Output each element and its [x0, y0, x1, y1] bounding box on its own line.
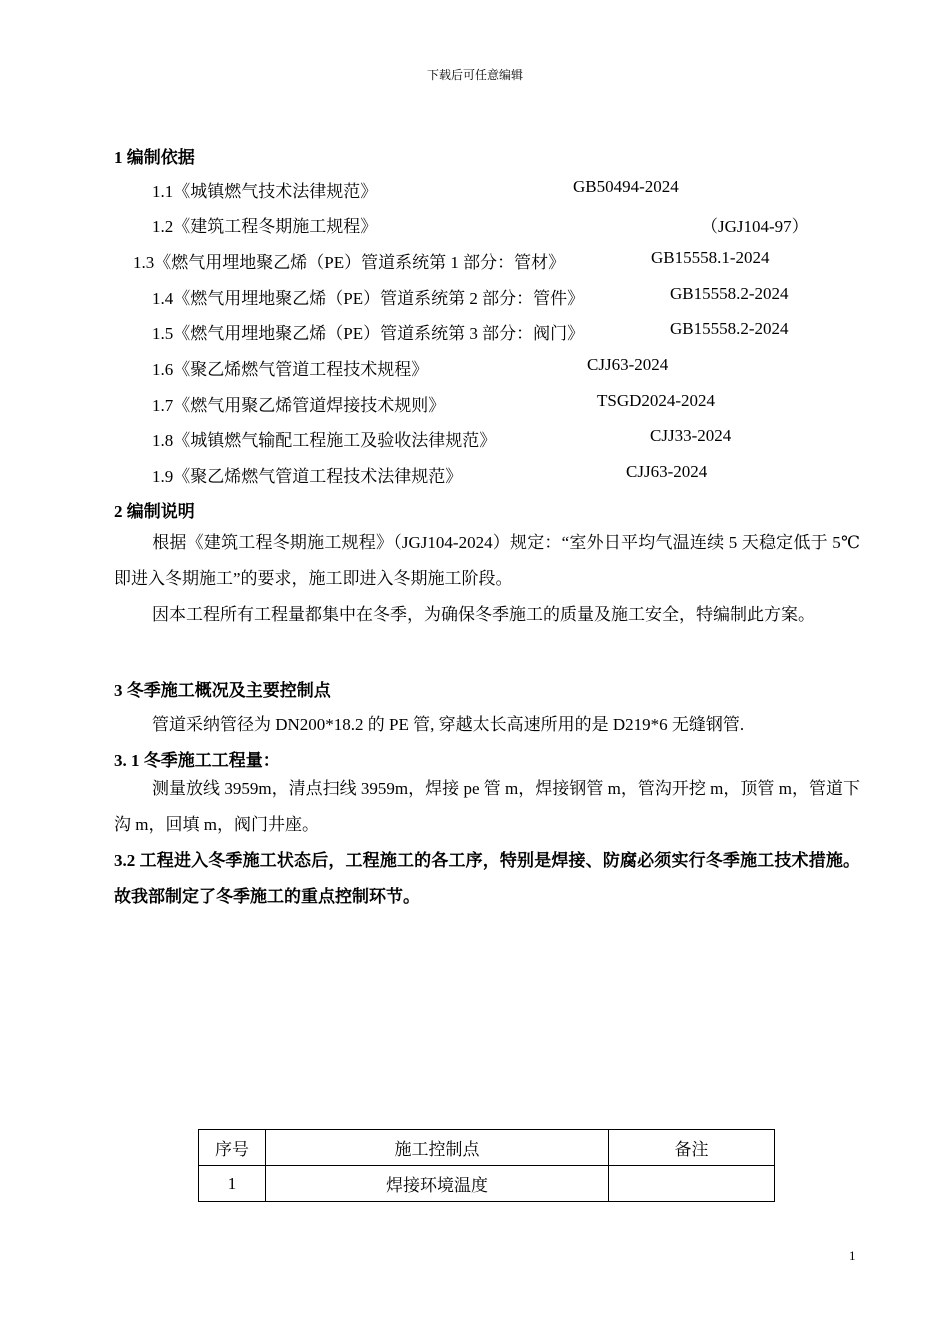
- section-2-paragraph-1: [114, 525, 860, 597]
- table-header-row: [199, 1130, 775, 1166]
- table-row: [199, 1166, 775, 1202]
- table-cell-control-point: 焊接环境温度: [266, 1166, 609, 1202]
- ref-7-code: TSGD2024-2024: [597, 391, 716, 410]
- section-1-title: 1 编制依据: [114, 148, 195, 167]
- table-header-index: 序号: [199, 1130, 266, 1166]
- table-header-remark: 备注: [609, 1130, 775, 1166]
- ref-1-name: 1.1《城镇燃气技术法律规范》: [152, 182, 378, 201]
- ref-4-name: 1.4《燃气用埋地聚乙烯（PE）管道系统第 2 部分：管件》: [152, 289, 585, 308]
- ref-3-name: 1.3《燃气用埋地聚乙烯（PE）管道系统第 1 部分：管材》: [133, 253, 566, 272]
- ref-3-code: GB15558.1-2024: [651, 248, 770, 267]
- ref-8-code: CJJ33-2024: [650, 426, 732, 445]
- ref-9-code: CJJ63-2024: [626, 462, 708, 481]
- ref-5-code: GB15558.2-2024: [670, 319, 789, 338]
- ref-1-code: GB50494-2024: [573, 177, 679, 196]
- table-cell-remark: [609, 1166, 775, 1202]
- section-2-title: 2 编制说明: [114, 502, 195, 521]
- ref-6-name: 1.6《聚乙烯燃气管道工程技术规程》: [152, 360, 429, 379]
- ref-4-code: GB15558.2-2024: [670, 284, 789, 303]
- table-cell-index: 1: [199, 1166, 266, 1202]
- section-3-title: 3 冬季施工概况及主要控制点: [114, 681, 331, 700]
- ref-7-name: 1.7《燃气用聚乙烯管道焊接技术规则》: [152, 396, 446, 415]
- page-number: 1: [849, 1248, 856, 1263]
- ref-8-name: 1.8《城镇燃气输配工程施工及验收法律规范》: [152, 431, 497, 450]
- page-header: 下载后可任意编辑: [426, 68, 523, 82]
- section-2-p1-text: 根据《建筑工程冬期施工规程》（JGJ104-2024）规定：“室外日平均气温连续 5 天稳定低于 5℃即进入冬期施工”的要求，施工即进入冬期施工阶段。: [114, 533, 860, 588]
- subsection-3-1-title: 3. 1 冬季施工工程量：: [114, 751, 280, 770]
- ref-5-name: 1.5《燃气用埋地聚乙烯（PE）管道系统第 3 部分：阀门》: [152, 324, 585, 343]
- subsection-3-1-text: [114, 771, 860, 843]
- table-header-control-point: 施工控制点: [266, 1130, 609, 1166]
- ref-6-code: CJJ63-2024: [587, 355, 669, 374]
- ref-9-name: 1.9《聚乙烯燃气管道工程技术法律规范》: [152, 467, 463, 486]
- subsection-3-1-body: 测量放线 3959m，清点扫线 3959m，焊接 pe 管 m，焊接钢管 m，管沟开挖 m，顶管 m，管道下沟 m，回填 m，阀门井座。: [114, 779, 860, 834]
- ref-2-code: （JGJ104-97）: [701, 217, 809, 236]
- section-3-paragraph-1: 管道采纳管径为 DN200*18.2 的 PE 管, 穿越太长高速所用的是 D219*6 无缝钢管.: [152, 715, 745, 734]
- section-2-p2-text: 因本工程所有工程量都集中在冬季，为确保冬季施工的质量及施工安全，特编制此方案。: [152, 605, 815, 624]
- subsection-3-2-text: 3.2 工程进入冬季施工状态后，工程施工的各工序，特别是焊接、防腐必须实行冬季施工技术措施。故我部制定了冬季施工的重点控制环节。: [114, 851, 860, 906]
- ref-2-name: 1.2《建筑工程冬期施工规程》: [152, 217, 378, 236]
- section-2-paragraph-2: [114, 597, 860, 633]
- control-points-table: [198, 1129, 775, 1202]
